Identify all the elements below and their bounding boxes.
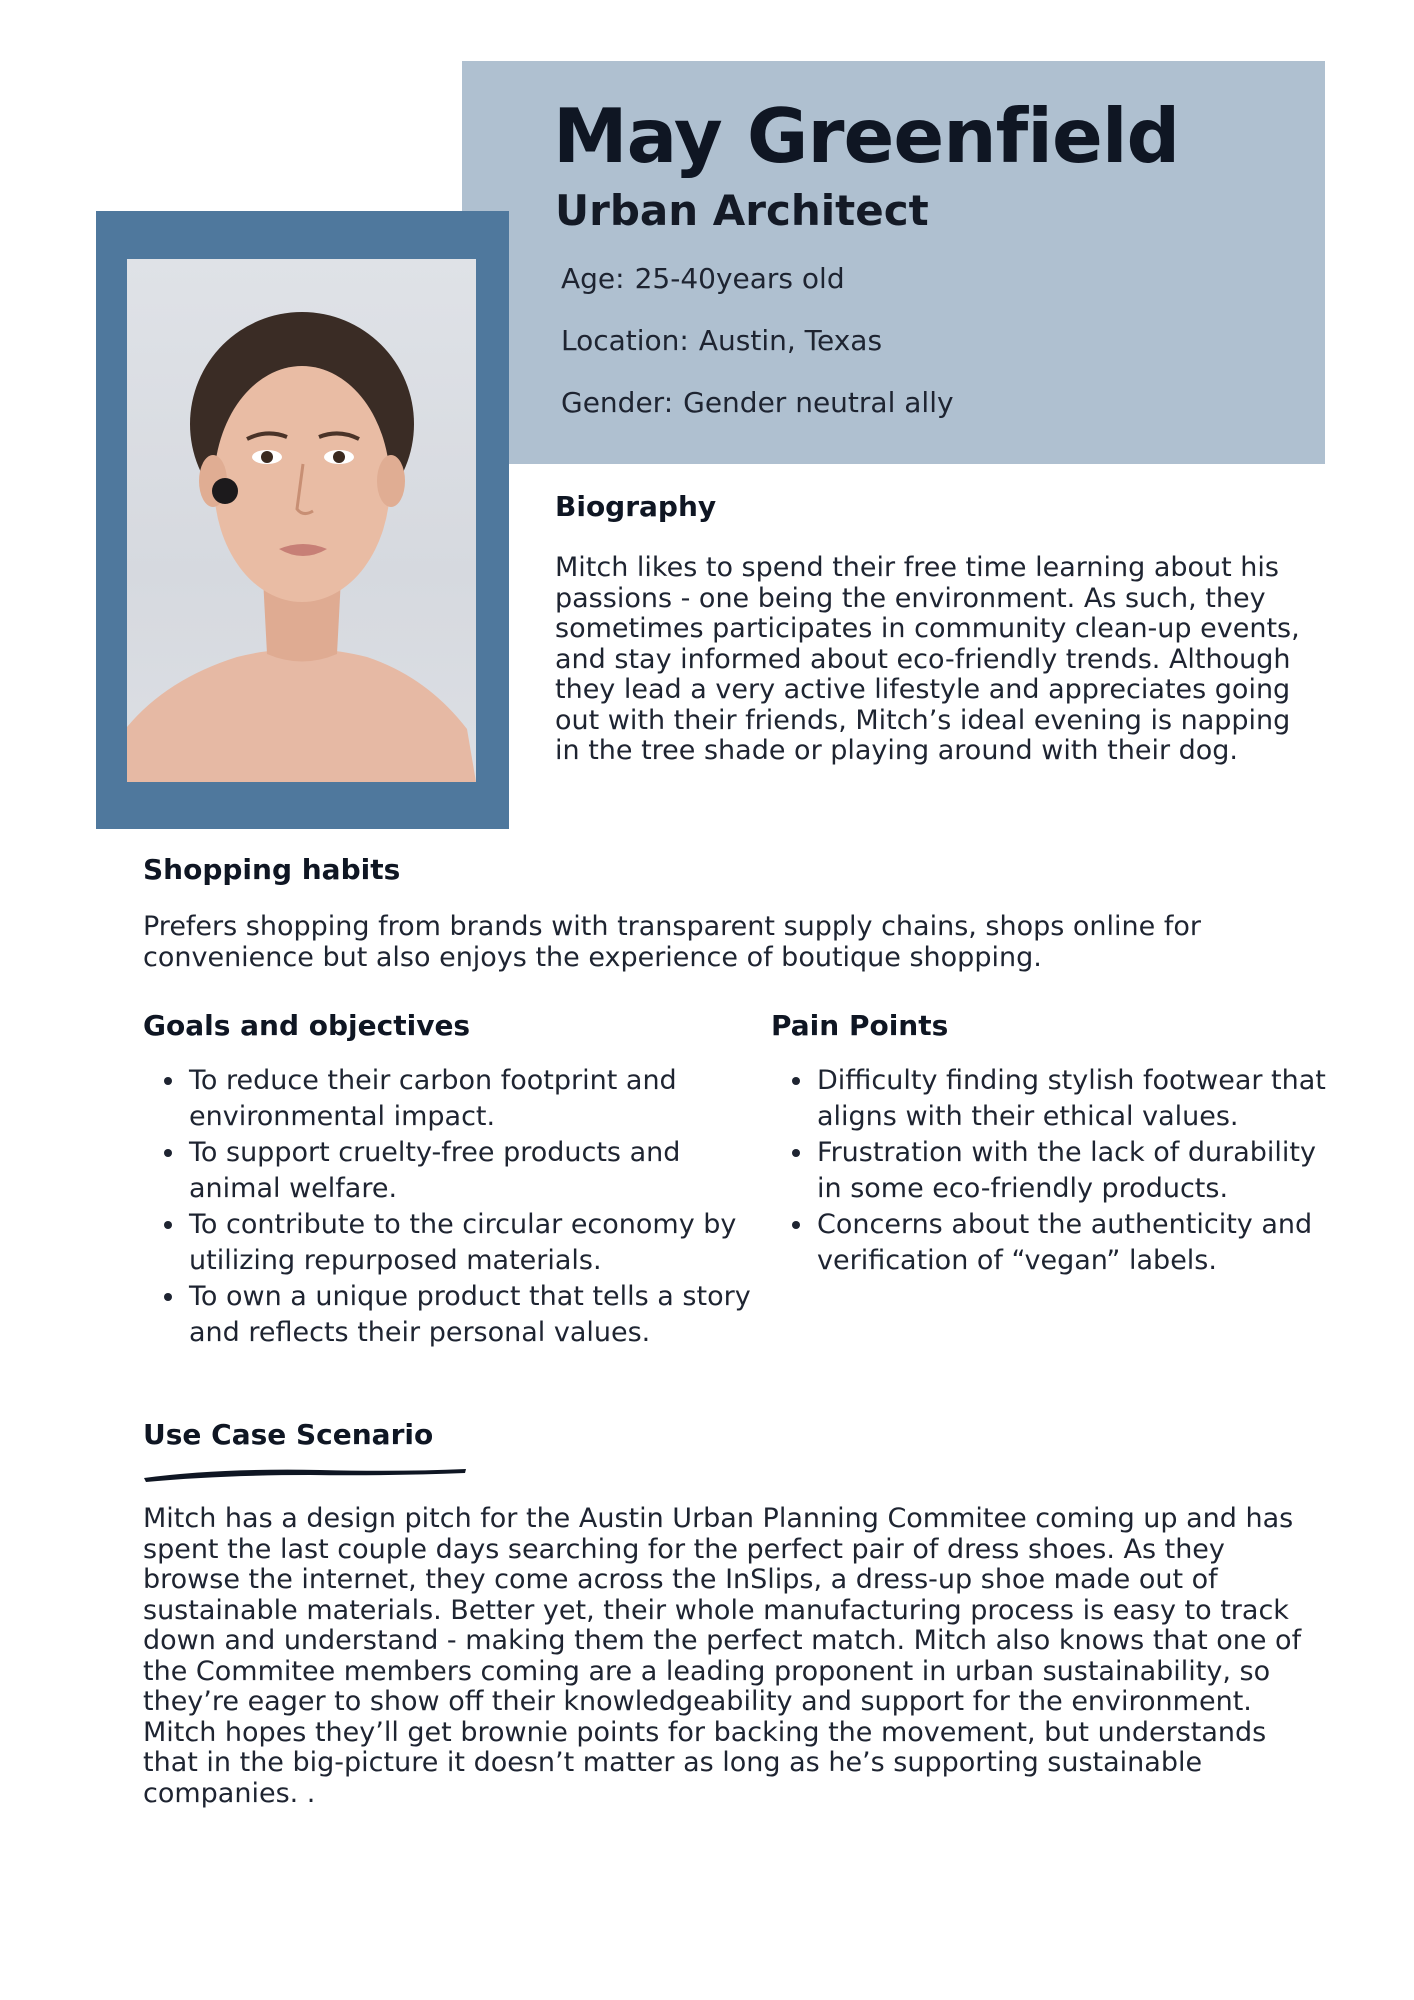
pain-point-item: • Frustration with the lack of durability in some eco-friendly products.	[815, 1135, 1335, 1207]
fact-value: Austin, Texas	[698, 324, 883, 357]
fact-value: 25-40years old	[634, 262, 845, 295]
portrait-illustration	[127, 259, 476, 782]
portrait-ear-right	[377, 455, 405, 507]
shopping-text: Prefers shopping from brands with transparent supply chains, shops online for convenience but also enjoys the experience of boutique shopping.	[143, 911, 1201, 973]
use-case-heading: Use Case Scenario	[143, 1418, 434, 1451]
fact-location	[561, 324, 882, 357]
pain-points-list	[771, 1063, 1335, 1279]
persona-name: May Greenfield	[553, 92, 1180, 180]
pain-points-heading: Pain Points	[771, 1009, 949, 1042]
goal-item: • To own a unique product that tells a story and reflects their personal values.	[187, 1279, 757, 1351]
portrait-face	[214, 366, 390, 602]
profile-photo	[127, 259, 476, 782]
shopping-heading: Shopping habits	[143, 853, 401, 886]
fact-label: Gender:	[561, 386, 674, 419]
brush-stroke	[144, 1469, 466, 1482]
portrait-earring	[212, 478, 238, 504]
goal-item: • To contribute to the circular economy by utilizing repurposed materials.	[187, 1207, 757, 1279]
pain-point-item: • Concerns about the authenticity and verification of “vegan” labels.	[815, 1207, 1335, 1279]
goals-heading: Goals and objectives	[143, 1009, 471, 1042]
goal-item: • To support cruelty-free products and animal welfare.	[187, 1135, 757, 1207]
biography-text: Mitch likes to spend their free time learning about his passions - one being the environment. As such, they sometimes participates in community clean-up events, and stay informed about eco-friendly trends. Although they lead a very active lifestyle and appreciates going out with their friends, Mitch’s ideal evening is napping in the tree shade or playing around with their dog.	[555, 552, 1300, 766]
fact-label: Location:	[561, 324, 689, 357]
portrait-pupil-right	[333, 451, 345, 463]
fact-age	[561, 262, 845, 295]
portrait-shoulders	[127, 650, 476, 782]
use-case-text: Mitch has a design pitch for the Austin Urban Planning Commitee coming up and has spent the last couple days searching for the perfect pair of dress shoes. As they browse the internet, they come across the InSlips, a dress-up shoe made out of sustainable materials. Better yet, their whole manufacturing process is easy to track down and understand - making them the perfect match. Mitch also knows that one of the Commitee members coming are a leading proponent in urban sustainability, so they’re eager to show off their knowledgeability and support for the environment. Mitch hopes they’ll get brownie points for backing the movement, but understands that in the big-picture it doesn’t matter as long as he’s supporting sustainable companies. .	[143, 1503, 1302, 1809]
brush-underline	[140, 1462, 470, 1486]
profile-photo-frame	[96, 211, 509, 829]
pain-point-item: • Difficulty finding stylish footwear that aligns with their ethical values.	[815, 1063, 1335, 1135]
persona-role: Urban Architect	[555, 186, 929, 235]
fact-label: Age:	[561, 262, 625, 295]
biography-heading: Biography	[555, 490, 717, 523]
goal-item: • To reduce their carbon footprint and environmental impact.	[187, 1063, 757, 1135]
portrait-pupil-left	[261, 451, 273, 463]
fact-gender	[561, 386, 954, 419]
goals-list	[143, 1063, 757, 1351]
fact-value: Gender neutral ally	[683, 386, 954, 419]
